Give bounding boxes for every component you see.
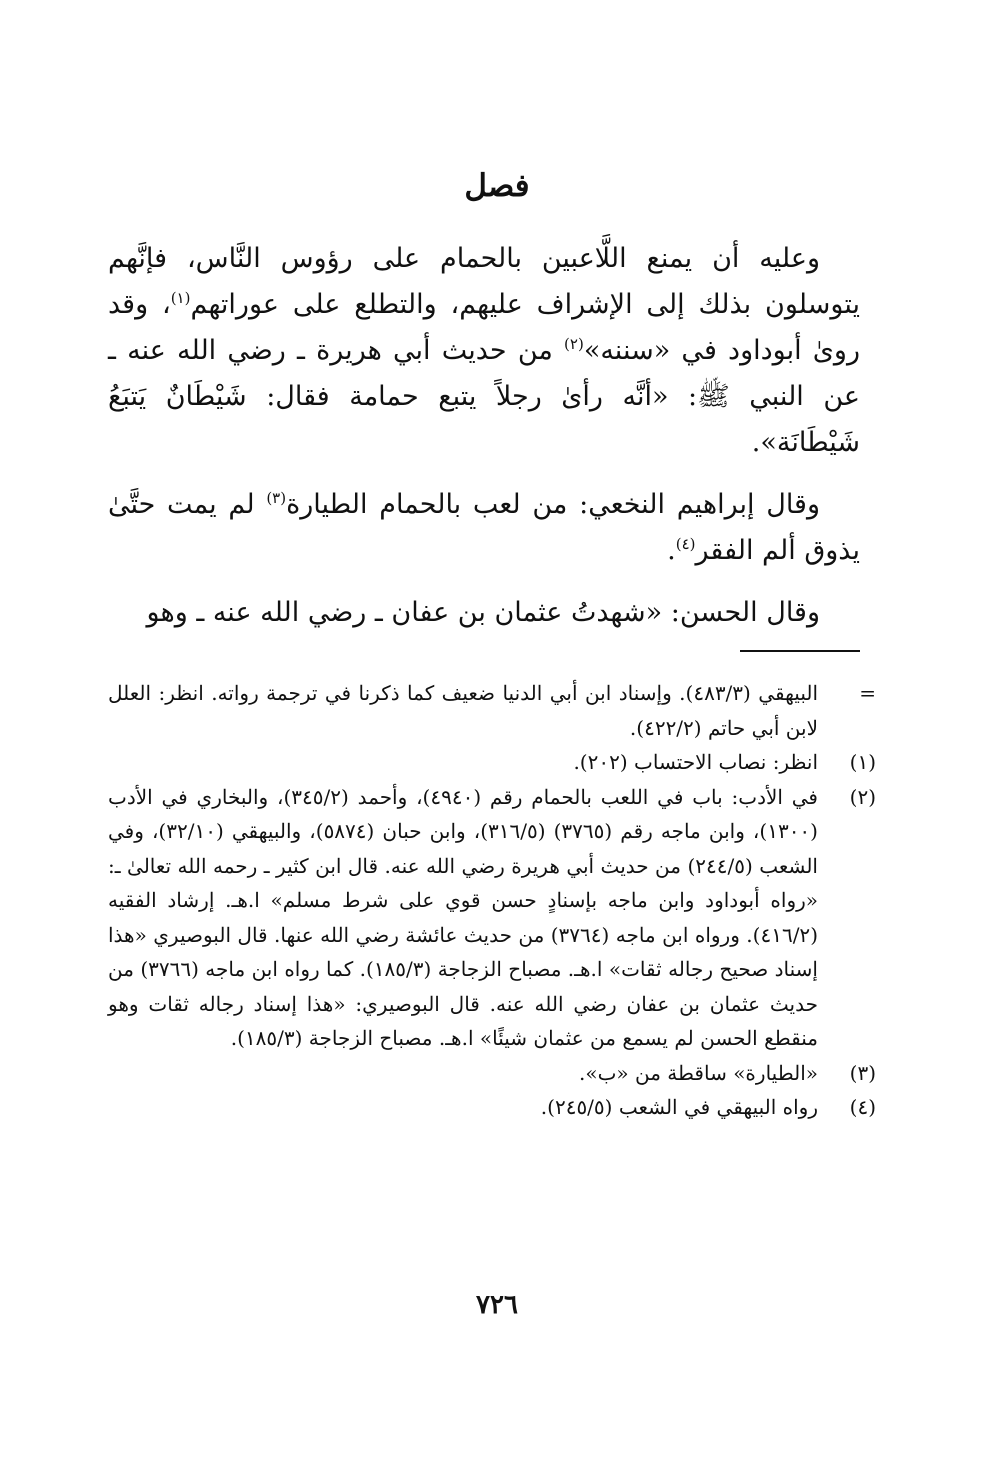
footnote-marker: (٢) [849, 784, 876, 809]
footnote-text: رواه البيهقي في الشعب (٢٤٥/٥). [540, 1095, 818, 1119]
footnote-separator [740, 650, 860, 652]
section-heading: فصل [464, 168, 530, 204]
footnote-marker: (١) [849, 750, 876, 774]
footnote-marker: (٣) [849, 1060, 876, 1085]
footnote [108, 780, 876, 1056]
main-text [108, 236, 860, 652]
paragraph [108, 482, 860, 574]
footnote-text: البيهقي (٤٨٣/٣). وإسناد ابن أبي الدنيا ضعيف كما ذكرنا في ترجمة رواته. انظر: العلل لابن أبي حاتم (٤٢٢/٢). [108, 681, 819, 740]
paragraph-text: وعليه أن يمنع اللَّاعبين بالحمام على رؤوس النَّاس، فإنَّهم يتوسلون بذلك إلى الإشراف عليهم، والتطلع على عوراتهم [108, 243, 860, 320]
footnote-text: انظر: نصاب الاحتساب (٢٠٢). [573, 750, 818, 774]
footnote [108, 745, 876, 780]
paragraph [108, 236, 860, 466]
footnote-marker: = [859, 681, 876, 705]
paragraph-text: لم يمت حتَّىٰ يذوق ألم الفقر [108, 489, 860, 566]
paragraph-text: . [667, 535, 676, 566]
footnote-ref: (١) [170, 289, 191, 307]
footnote-ref: (٢) [564, 335, 584, 353]
page-number: ٧٢٦ [476, 1290, 518, 1320]
paragraph-text: وقال الحسن: «شهدتُ عثمان بن عفان ـ رضي الله عنه ـ وهو [146, 597, 820, 628]
footnote-marker: (٤) [849, 1095, 876, 1119]
footnote-ref: (٤) [675, 535, 696, 553]
paragraph-text: وقال إبراهيم النخعي: من لعب بالحمام الطيارة [286, 489, 821, 520]
paragraph-text: من حديث أبي هريرة ـ رضي الله عنه ـ عن النبي ﷺ: «أنَّه رأىٰ رجلاً يتبع حمامة فقال: شَيْطَانٌ يَتبَعُ شَيْطَانَة». [108, 335, 860, 458]
footnote-text: في الأدب: باب في اللعب بالحمام رقم (٤٩٤٠)، وأحمد (٣٤٥/٢)، والبخاري في الأدب (١٣٠٠)، وابن ماجه رقم (٣٧٦٥) (٣١٦/٥)، وابن حبان (٥٨٧٤)، والبيهقي (٣٢/١٠)، وفي الشعب (٢٤٤/٥) من حديث أبي هريرة رضي الله عنه. قال ابن كثير ـ رحمه الله تعالىٰ ـ: «رواه أبوداود وابن ماجه بإسنادٍ حسن قوي على شرط مسلم» ا.هـ. إرشاد الفقيه (٤١٦/٢). ورواه ابن ماجه (٣٧٦٤) من حديث عائشة رضي الله عنها. قال البوصيري «هذا إسناد صحيح رجاله ثقات» ا.هـ. مصباح الزجاجة (١٨٥/٣). كما رواه ابن ماجه (٣٧٦٦) من حديث عثمان بن عفان رضي الله عنه. قال البوصيري: «هذا إسناد رجاله ثقات وهو منقطع الحسن لم يسمع من عثمان شيئًا» ا.هـ. مصباح الزجاجة (١٨٥/٣). [108, 784, 818, 1050]
footnote [108, 1056, 876, 1091]
paragraph [108, 590, 860, 636]
footnotes [108, 676, 876, 1125]
footnote-text: «الطيارة» ساقطة من «ب». [578, 1060, 818, 1085]
footnote-ref: (٣) [266, 489, 287, 507]
footnote [108, 1090, 876, 1125]
paragraph-text: ، وقد رویٰ أبوداود في «سننه» [108, 289, 860, 366]
footnote [108, 676, 876, 745]
